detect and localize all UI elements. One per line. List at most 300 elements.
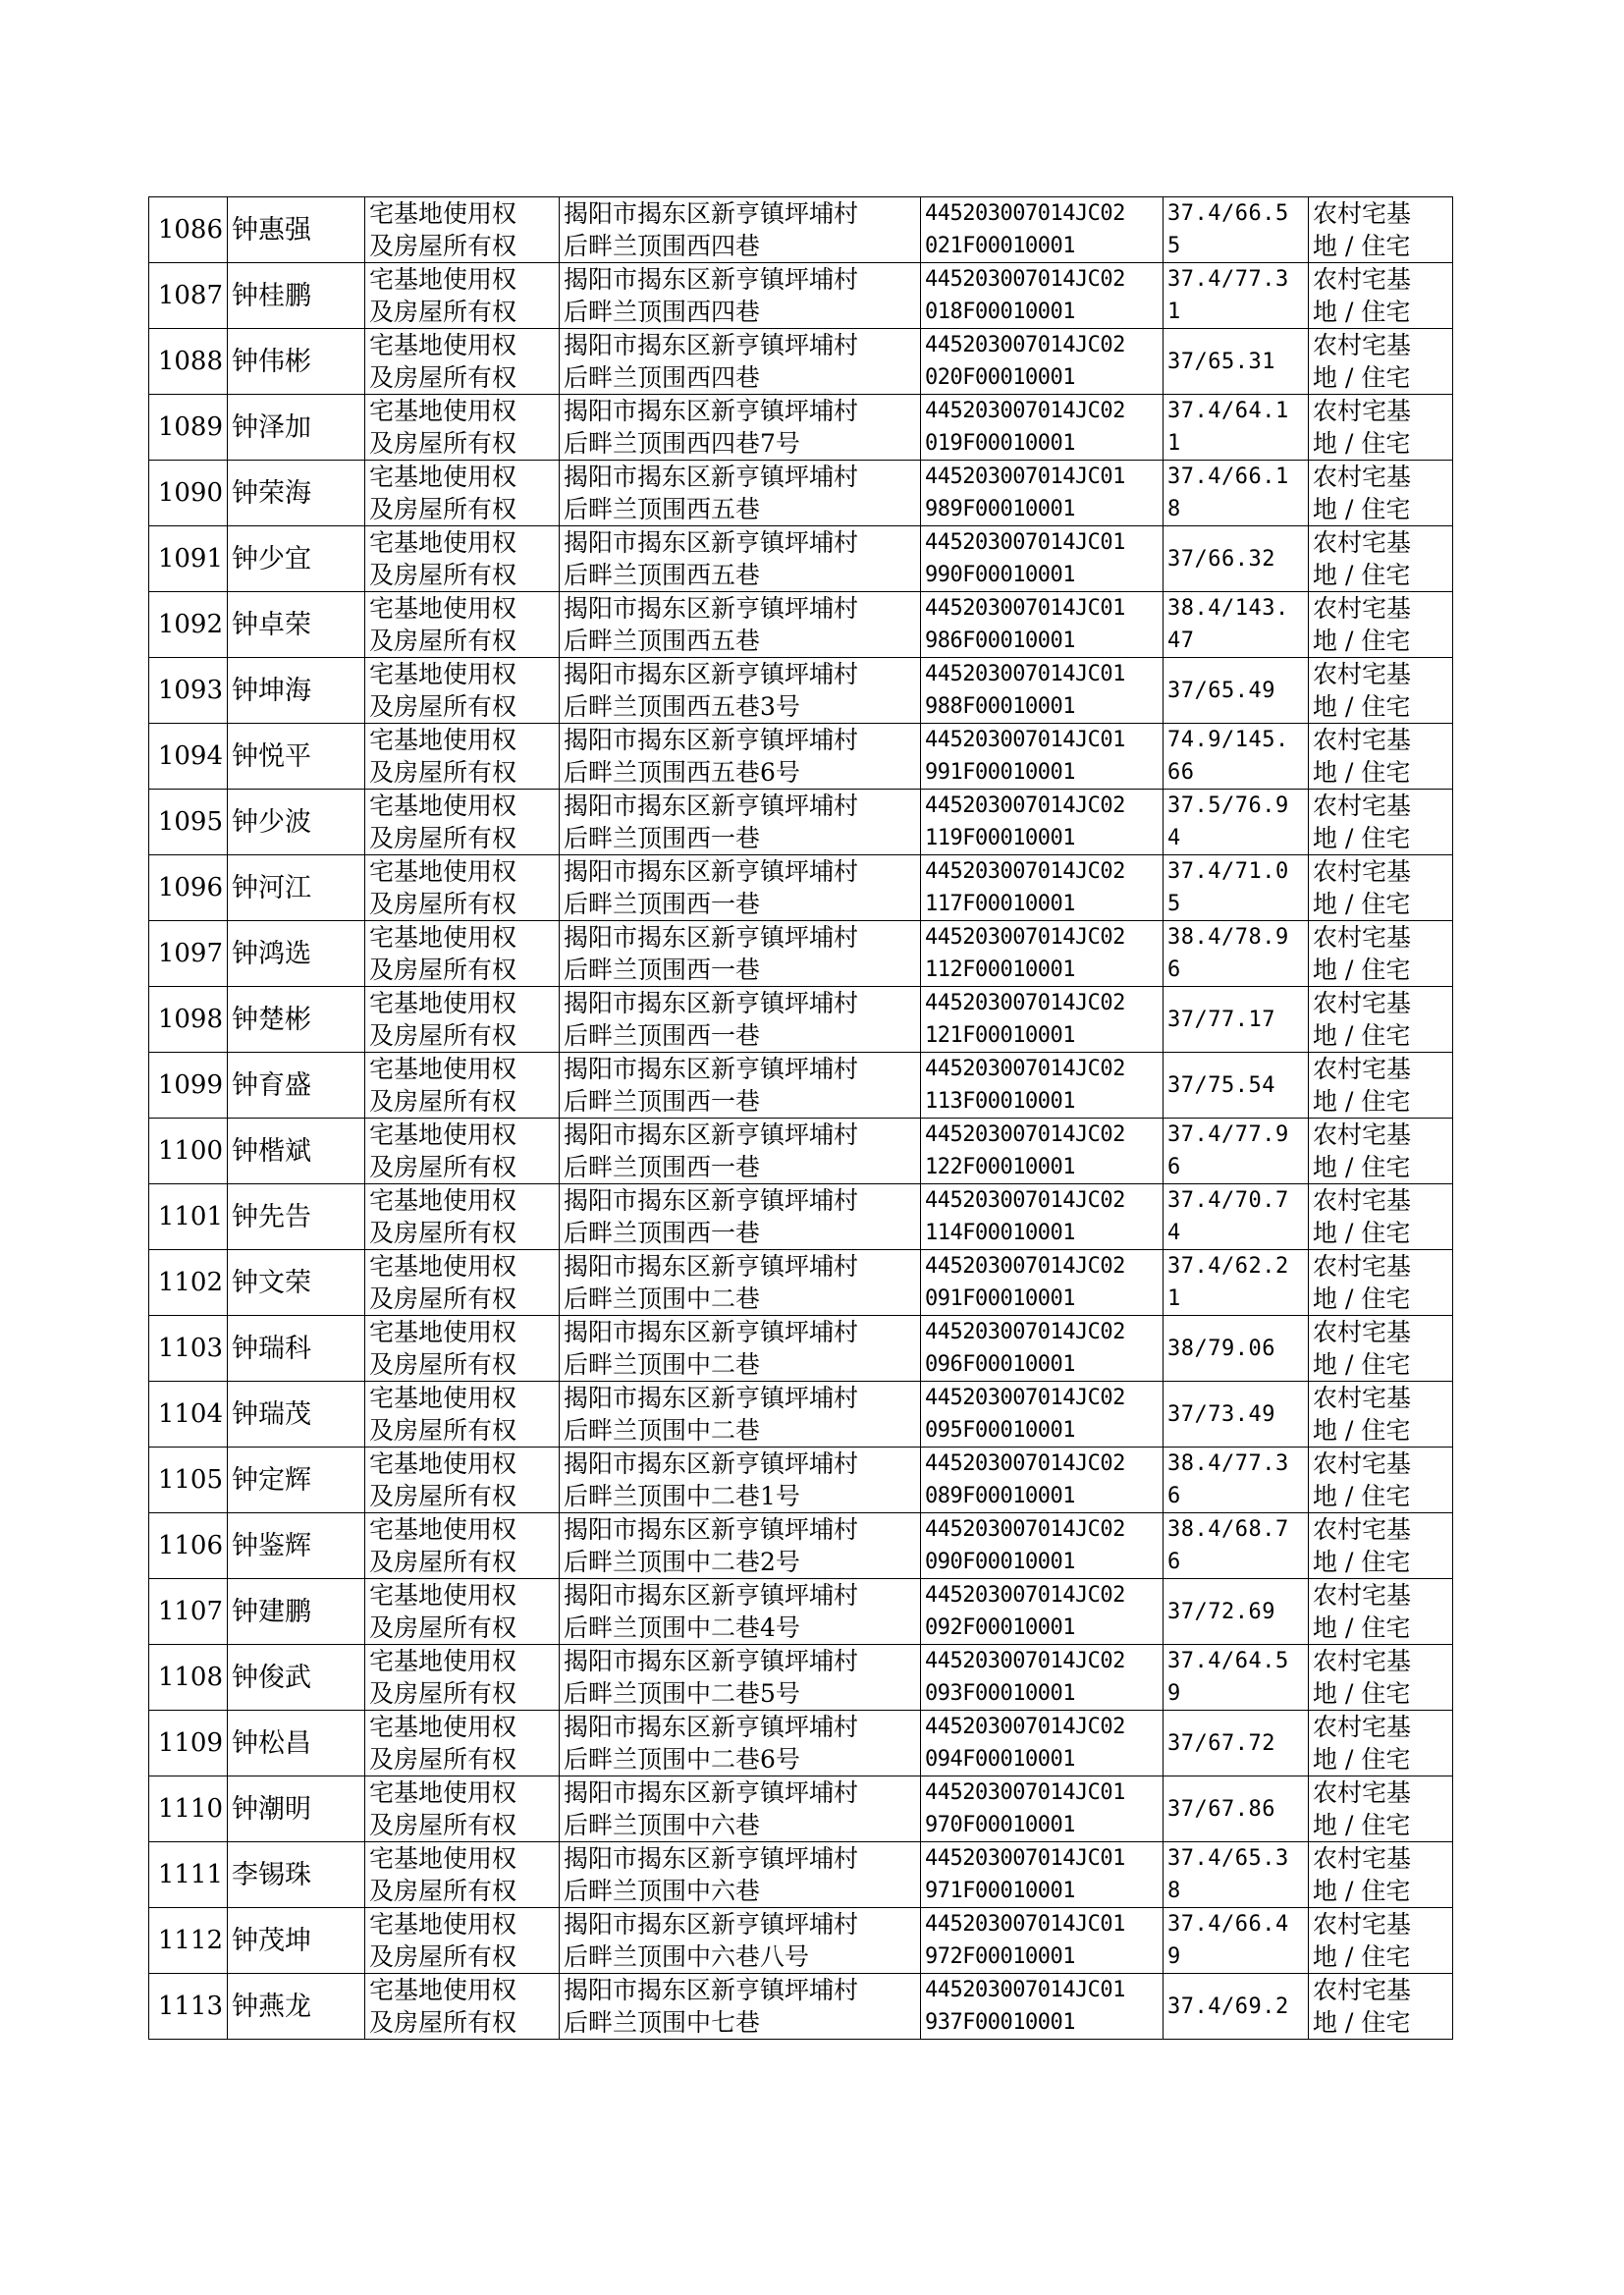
right-type-line: 宅基地使用权 xyxy=(369,1186,517,1215)
unit-code-cell xyxy=(921,1711,1164,1776)
land-usage-line: 地 / 住宅 xyxy=(1313,1284,1411,1313)
area-value-line: 38.4/143. xyxy=(1167,596,1289,621)
record-number-cell xyxy=(149,658,228,724)
owner-name-cell xyxy=(228,592,365,658)
land-usage-cell xyxy=(1309,461,1453,526)
right-type-line: 宅基地使用权 xyxy=(369,397,517,425)
area-value-line: 37/65.49 xyxy=(1167,678,1275,703)
area-value-line: 1 xyxy=(1167,300,1181,324)
right-type-line: 及房屋所有权 xyxy=(369,758,517,787)
property-location-line: 揭阳市揭东区新亨镇坪埔村 xyxy=(564,989,859,1017)
area-value-line: 5 xyxy=(1167,234,1181,258)
property-location-line: 后畔兰顶围西五巷 xyxy=(564,627,761,655)
unit-code-line: 445203007014JC02 xyxy=(925,399,1125,423)
land-usage-line: 农村宅基 xyxy=(1313,989,1412,1017)
owner-name: 钟定辉 xyxy=(232,1464,311,1496)
record-number: 1094 xyxy=(157,740,223,771)
property-location-line: 后畔兰顶围西一巷 xyxy=(564,824,761,852)
record-number-cell xyxy=(149,526,228,592)
right-type-line: 宅基地使用权 xyxy=(369,989,517,1017)
unit-code-cell xyxy=(921,1776,1164,1842)
unit-code-line: 117F00010001 xyxy=(925,892,1075,916)
area-value-line: 37.4/64.5 xyxy=(1167,1649,1289,1673)
right-type-line: 及房屋所有权 xyxy=(369,1284,517,1313)
unit-code-line: 122F00010001 xyxy=(925,1155,1075,1179)
record-number: 1112 xyxy=(157,1925,223,1955)
owner-name-cell xyxy=(228,1776,365,1842)
right-type-line: 及房屋所有权 xyxy=(369,1613,517,1642)
property-location-cell xyxy=(560,1053,921,1119)
property-location-line: 揭阳市揭东区新亨镇坪埔村 xyxy=(564,1647,859,1675)
right-type-line: 宅基地使用权 xyxy=(369,594,517,623)
right-type-line: 及房屋所有权 xyxy=(369,1811,517,1839)
area-value-cell xyxy=(1164,724,1309,790)
record-number: 1104 xyxy=(157,1398,223,1429)
land-usage-line: 地 / 住宅 xyxy=(1313,758,1411,787)
right-type-line: 宅基地使用权 xyxy=(369,660,517,688)
right-type-cell xyxy=(365,1184,560,1250)
area-value-line: 38.4/78.9 xyxy=(1167,925,1289,950)
land-usage-line: 地 / 住宅 xyxy=(1313,495,1411,523)
area-value-line: 4 xyxy=(1167,826,1181,850)
record-number: 1101 xyxy=(157,1201,223,1231)
owner-name-cell xyxy=(228,1382,365,1448)
property-location-line: 揭阳市揭东区新亨镇坪埔村 xyxy=(564,199,859,228)
area-value-line: 37.4/71.0 xyxy=(1167,859,1289,884)
unit-code-cell xyxy=(921,790,1164,855)
area-value-cell xyxy=(1164,855,1309,921)
right-type-line: 宅基地使用权 xyxy=(369,1581,517,1610)
table-row xyxy=(149,1579,1453,1645)
unit-code-line: 445203007014JC02 xyxy=(925,1583,1125,1608)
right-type-cell xyxy=(365,921,560,987)
right-type-line: 及房屋所有权 xyxy=(369,1350,517,1379)
unit-code-cell xyxy=(921,1053,1164,1119)
land-usage-cell xyxy=(1309,329,1453,395)
property-location-line: 后畔兰顶围西五巷 xyxy=(564,561,761,589)
area-value-line: 47 xyxy=(1167,628,1195,653)
land-usage-line: 农村宅基 xyxy=(1313,528,1412,557)
owner-name-cell xyxy=(228,724,365,790)
owner-name-cell xyxy=(228,1184,365,1250)
land-usage-line: 农村宅基 xyxy=(1313,331,1412,359)
land-usage-line: 农村宅基 xyxy=(1313,1055,1412,1083)
property-location-line: 后畔兰顶围西一巷 xyxy=(564,1153,761,1181)
right-type-cell xyxy=(365,1316,560,1382)
property-location-line: 后畔兰顶围西五巷3号 xyxy=(564,692,800,721)
owner-name-cell xyxy=(228,1119,365,1184)
land-usage-cell xyxy=(1309,1382,1453,1448)
property-location-line: 揭阳市揭东区新亨镇坪埔村 xyxy=(564,1910,859,1939)
table-row xyxy=(149,1842,1453,1908)
land-usage-line: 地 / 住宅 xyxy=(1313,561,1411,589)
area-value-cell xyxy=(1164,197,1309,263)
unit-code-line: 092F00010001 xyxy=(925,1615,1075,1640)
land-usage-cell xyxy=(1309,1250,1453,1316)
right-type-line: 宅基地使用权 xyxy=(369,1647,517,1675)
unit-code-line: 096F00010001 xyxy=(925,1352,1075,1377)
unit-code-line: 445203007014JC02 xyxy=(925,1517,1125,1542)
area-value-line: 37.4/66.5 xyxy=(1167,201,1289,226)
record-number-cell xyxy=(149,1448,228,1513)
right-type-line: 及房屋所有权 xyxy=(369,495,517,523)
owner-name-cell xyxy=(228,1053,365,1119)
right-type-line: 及房屋所有权 xyxy=(369,1153,517,1181)
area-value-line: 37.4/65.3 xyxy=(1167,1846,1289,1871)
area-value-cell xyxy=(1164,1513,1309,1579)
property-location-cell xyxy=(560,1908,921,1974)
property-location-line: 后畔兰顶围西五巷6号 xyxy=(564,758,800,787)
record-number-cell xyxy=(149,1908,228,1974)
record-number: 1100 xyxy=(157,1135,223,1166)
unit-code-line: 445203007014JC02 xyxy=(925,1254,1125,1279)
land-usage-line: 农村宅基 xyxy=(1313,1976,1412,2004)
area-value-line: 37.4/66.4 xyxy=(1167,1912,1289,1937)
unit-code-line: 119F00010001 xyxy=(925,826,1075,850)
table-row xyxy=(149,197,1453,263)
land-usage-line: 农村宅基 xyxy=(1313,1581,1412,1610)
owner-name-cell xyxy=(228,1316,365,1382)
property-location-line: 后畔兰顶围西五巷 xyxy=(564,495,761,523)
area-value-cell xyxy=(1164,658,1309,724)
table-row xyxy=(149,1250,1453,1316)
area-value-line: 37/77.17 xyxy=(1167,1007,1275,1032)
unit-code-line: 937F00010001 xyxy=(925,2010,1075,2035)
right-type-line: 宅基地使用权 xyxy=(369,528,517,557)
land-usage-line: 农村宅基 xyxy=(1313,1186,1412,1215)
table-row xyxy=(149,855,1453,921)
land-usage-cell xyxy=(1309,1119,1453,1184)
right-type-line: 宅基地使用权 xyxy=(369,1318,517,1346)
right-type-cell xyxy=(365,1776,560,1842)
property-location-cell xyxy=(560,461,921,526)
property-location-line: 后畔兰顶围西一巷 xyxy=(564,1219,761,1247)
area-value-cell xyxy=(1164,921,1309,987)
property-location-cell xyxy=(560,1184,921,1250)
right-type-line: 宅基地使用权 xyxy=(369,463,517,491)
record-number: 1109 xyxy=(157,1727,223,1758)
unit-code-line: 445203007014JC02 xyxy=(925,1386,1125,1410)
area-value-line: 6 xyxy=(1167,1550,1181,1574)
owner-name: 钟桂鹏 xyxy=(232,280,311,311)
unit-code-cell xyxy=(921,329,1164,395)
right-type-line: 及房屋所有权 xyxy=(369,1219,517,1247)
owner-name-cell xyxy=(228,1711,365,1776)
table-row xyxy=(149,329,1453,395)
right-type-line: 宅基地使用权 xyxy=(369,726,517,754)
right-type-cell xyxy=(365,329,560,395)
table-row xyxy=(149,1776,1453,1842)
right-type-line: 及房屋所有权 xyxy=(369,1679,517,1708)
record-number-cell xyxy=(149,1316,228,1382)
table-row xyxy=(149,1711,1453,1776)
unit-code-line: 445203007014JC01 xyxy=(925,1912,1125,1937)
table-row xyxy=(149,461,1453,526)
property-location-cell xyxy=(560,592,921,658)
land-usage-cell xyxy=(1309,1579,1453,1645)
right-type-cell xyxy=(365,855,560,921)
property-location-line: 后畔兰顶围中二巷 xyxy=(564,1350,761,1379)
area-value-line: 38.4/77.3 xyxy=(1167,1451,1289,1476)
land-usage-line: 地 / 住宅 xyxy=(1313,1942,1411,1971)
land-usage-cell xyxy=(1309,592,1453,658)
right-type-cell xyxy=(365,1842,560,1908)
unit-code-cell xyxy=(921,1645,1164,1711)
property-location-cell xyxy=(560,987,921,1053)
area-value-line: 1 xyxy=(1167,1286,1181,1311)
area-value-cell xyxy=(1164,1382,1309,1448)
land-usage-cell xyxy=(1309,987,1453,1053)
property-location-line: 揭阳市揭东区新亨镇坪埔村 xyxy=(564,1120,859,1149)
owner-name-cell xyxy=(228,395,365,461)
property-location-line: 后畔兰顶围中二巷4号 xyxy=(564,1613,800,1642)
land-usage-line: 农村宅基 xyxy=(1313,265,1412,294)
property-location-line: 揭阳市揭东区新亨镇坪埔村 xyxy=(564,1252,859,1281)
land-usage-line: 农村宅基 xyxy=(1313,1844,1412,1873)
land-usage-cell xyxy=(1309,526,1453,592)
right-type-cell xyxy=(365,1119,560,1184)
record-number: 1105 xyxy=(157,1464,223,1495)
record-number: 1110 xyxy=(157,1793,223,1824)
unit-code-line: 114F00010001 xyxy=(925,1221,1075,1245)
unit-code-cell xyxy=(921,724,1164,790)
unit-code-cell xyxy=(921,395,1164,461)
property-location-line: 揭阳市揭东区新亨镇坪埔村 xyxy=(564,660,859,688)
owner-name-cell xyxy=(228,790,365,855)
unit-code-line: 445203007014JC01 xyxy=(925,1978,1125,2002)
unit-code-line: 445203007014JC02 xyxy=(925,201,1125,226)
unit-code-line: 089F00010001 xyxy=(925,1484,1075,1508)
land-usage-line: 地 / 住宅 xyxy=(1313,1416,1411,1445)
property-location-line: 后畔兰顶围中七巷 xyxy=(564,2008,761,2037)
right-type-line: 及房屋所有权 xyxy=(369,956,517,984)
owner-name: 钟荣海 xyxy=(232,477,311,509)
land-usage-line: 地 / 住宅 xyxy=(1313,232,1411,260)
record-number: 1098 xyxy=(157,1004,223,1034)
property-location-line: 揭阳市揭东区新亨镇坪埔村 xyxy=(564,331,859,359)
land-usage-cell xyxy=(1309,1974,1453,2040)
land-usage-line: 地 / 住宅 xyxy=(1313,1877,1411,1905)
owner-name-cell xyxy=(228,1842,365,1908)
land-usage-cell xyxy=(1309,1645,1453,1711)
right-type-line: 宅基地使用权 xyxy=(369,923,517,952)
unit-code-line: 990F00010001 xyxy=(925,563,1075,587)
unit-code-line: 445203007014JC02 xyxy=(925,793,1125,818)
owner-name: 钟少宜 xyxy=(232,543,311,574)
unit-code-cell xyxy=(921,1448,1164,1513)
right-type-line: 及房屋所有权 xyxy=(369,298,517,326)
record-number: 1093 xyxy=(157,675,223,705)
owner-name: 钟茂坤 xyxy=(232,1925,311,1956)
property-location-line: 揭阳市揭东区新亨镇坪埔村 xyxy=(564,1318,859,1346)
land-usage-line: 农村宅基 xyxy=(1313,1910,1412,1939)
record-number: 1092 xyxy=(157,609,223,639)
area-value-cell xyxy=(1164,1448,1309,1513)
property-location-line: 揭阳市揭东区新亨镇坪埔村 xyxy=(564,857,859,886)
property-location-line: 后畔兰顶围中二巷 xyxy=(564,1284,761,1313)
unit-code-line: 093F00010001 xyxy=(925,1681,1075,1706)
table-row xyxy=(149,724,1453,790)
area-value-cell xyxy=(1164,1579,1309,1645)
owner-name: 钟鉴辉 xyxy=(232,1530,311,1561)
right-type-line: 宅基地使用权 xyxy=(369,1976,517,2004)
area-value-cell xyxy=(1164,1645,1309,1711)
land-usage-line: 农村宅基 xyxy=(1313,594,1412,623)
property-location-cell xyxy=(560,197,921,263)
property-location-cell xyxy=(560,329,921,395)
unit-code-cell xyxy=(921,921,1164,987)
area-value-cell xyxy=(1164,1908,1309,1974)
right-type-line: 宅基地使用权 xyxy=(369,1449,517,1478)
land-usage-line: 农村宅基 xyxy=(1313,1515,1412,1544)
property-location-line: 后畔兰顶围中二巷6号 xyxy=(564,1745,800,1774)
area-value-cell xyxy=(1164,395,1309,461)
unit-code-line: 989F00010001 xyxy=(925,497,1075,521)
owner-name: 钟河江 xyxy=(232,872,311,903)
area-value-line: 9 xyxy=(1167,1944,1181,1969)
unit-code-line: 445203007014JC02 xyxy=(925,333,1125,357)
area-value-line: 8 xyxy=(1167,497,1181,521)
right-type-cell xyxy=(365,987,560,1053)
area-value-line: 37.4/62.2 xyxy=(1167,1254,1289,1279)
property-location-line: 揭阳市揭东区新亨镇坪埔村 xyxy=(564,792,859,820)
unit-code-cell xyxy=(921,461,1164,526)
record-number-cell xyxy=(149,921,228,987)
area-value-cell xyxy=(1164,1842,1309,1908)
table-row xyxy=(149,1053,1453,1119)
record-number-cell xyxy=(149,1184,228,1250)
unit-code-line: 445203007014JC02 xyxy=(925,991,1125,1015)
unit-code-line: 971F00010001 xyxy=(925,1879,1075,1903)
unit-code-line: 445203007014JC01 xyxy=(925,530,1125,555)
property-location-line: 揭阳市揭东区新亨镇坪埔村 xyxy=(564,923,859,952)
property-location-cell xyxy=(560,658,921,724)
owner-name: 钟文荣 xyxy=(232,1267,311,1298)
right-type-cell xyxy=(365,1645,560,1711)
area-value-line: 37/73.49 xyxy=(1167,1401,1275,1427)
property-location-line: 后畔兰顶围西四巷 xyxy=(564,298,761,326)
table-row xyxy=(149,1908,1453,1974)
owner-name-cell xyxy=(228,1579,365,1645)
register-body xyxy=(149,197,1453,2040)
right-type-line: 及房屋所有权 xyxy=(369,561,517,589)
land-usage-line: 地 / 住宅 xyxy=(1313,1153,1411,1181)
unit-code-cell xyxy=(921,1382,1164,1448)
property-location-line: 揭阳市揭东区新亨镇坪埔村 xyxy=(564,1976,859,2004)
right-type-line: 及房屋所有权 xyxy=(369,363,517,392)
unit-code-line: 445203007014JC02 xyxy=(925,925,1125,950)
unit-code-line: 445203007014JC02 xyxy=(925,1451,1125,1476)
property-location-cell xyxy=(560,1974,921,2040)
table-row xyxy=(149,790,1453,855)
property-location-cell xyxy=(560,395,921,461)
unit-code-line: 445203007014JC01 xyxy=(925,662,1125,686)
property-location-cell xyxy=(560,1776,921,1842)
land-usage-line: 地 / 住宅 xyxy=(1313,1087,1411,1116)
area-value-cell xyxy=(1164,461,1309,526)
right-type-cell xyxy=(365,790,560,855)
property-location-line: 揭阳市揭东区新亨镇坪埔村 xyxy=(564,1515,859,1544)
right-type-cell xyxy=(365,197,560,263)
right-type-line: 及房屋所有权 xyxy=(369,1087,517,1116)
right-type-line: 及房屋所有权 xyxy=(369,429,517,458)
record-number-cell xyxy=(149,790,228,855)
unit-code-cell xyxy=(921,855,1164,921)
area-value-line: 37.4/77.3 xyxy=(1167,267,1289,292)
property-location-line: 后畔兰顶围西四巷7号 xyxy=(564,429,800,458)
property-location-line: 揭阳市揭东区新亨镇坪埔村 xyxy=(564,1778,859,1807)
unit-code-line: 021F00010001 xyxy=(925,234,1075,258)
owner-name-cell xyxy=(228,1974,365,2040)
land-usage-line: 地 / 住宅 xyxy=(1313,1811,1411,1839)
property-location-line: 后畔兰顶围中二巷 xyxy=(564,1416,761,1445)
land-usage-line: 农村宅基 xyxy=(1313,1318,1412,1346)
property-location-line: 后畔兰顶围中六巷 xyxy=(564,1877,761,1905)
record-number: 1087 xyxy=(157,280,223,310)
record-number-cell xyxy=(149,855,228,921)
record-number-cell xyxy=(149,1513,228,1579)
land-usage-line: 农村宅基 xyxy=(1313,1778,1412,1807)
right-type-cell xyxy=(365,1579,560,1645)
area-value-cell xyxy=(1164,987,1309,1053)
land-usage-line: 农村宅基 xyxy=(1313,1120,1412,1149)
land-usage-line: 地 / 住宅 xyxy=(1313,429,1411,458)
unit-code-cell xyxy=(921,1842,1164,1908)
property-location-cell xyxy=(560,1645,921,1711)
property-location-cell xyxy=(560,526,921,592)
area-value-cell xyxy=(1164,1711,1309,1776)
area-value-line: 37/65.31 xyxy=(1167,349,1275,374)
unit-code-cell xyxy=(921,658,1164,724)
record-number: 1096 xyxy=(157,872,223,902)
land-usage-cell xyxy=(1309,790,1453,855)
property-location-line: 后畔兰顶围西四巷 xyxy=(564,363,761,392)
land-usage-cell xyxy=(1309,855,1453,921)
property-location-line: 后畔兰顶围中二巷2号 xyxy=(564,1548,800,1576)
right-type-line: 宅基地使用权 xyxy=(369,1778,517,1807)
land-usage-line: 地 / 住宅 xyxy=(1313,363,1411,392)
owner-name-cell xyxy=(228,987,365,1053)
land-usage-line: 农村宅基 xyxy=(1313,463,1412,491)
record-number: 1113 xyxy=(157,1991,223,2021)
land-usage-line: 农村宅基 xyxy=(1313,199,1412,228)
land-usage-cell xyxy=(1309,1842,1453,1908)
property-location-cell xyxy=(560,724,921,790)
property-location-cell xyxy=(560,921,921,987)
record-number: 1090 xyxy=(157,477,223,508)
owner-name: 钟泽加 xyxy=(232,411,311,443)
unit-code-line: 020F00010001 xyxy=(925,365,1075,390)
land-usage-line: 地 / 住宅 xyxy=(1313,1219,1411,1247)
land-usage-line: 地 / 住宅 xyxy=(1313,627,1411,655)
property-location-cell xyxy=(560,1250,921,1316)
area-value-line: 37/67.86 xyxy=(1167,1796,1275,1822)
area-value-cell xyxy=(1164,1119,1309,1184)
owner-name-cell xyxy=(228,855,365,921)
table-row xyxy=(149,1119,1453,1184)
right-type-line: 宅基地使用权 xyxy=(369,792,517,820)
property-location-line: 后畔兰顶围中六巷八号 xyxy=(564,1942,810,1971)
owner-name-cell xyxy=(228,263,365,329)
right-type-line: 及房屋所有权 xyxy=(369,2008,517,2037)
land-usage-cell xyxy=(1309,724,1453,790)
area-value-line: 37/67.72 xyxy=(1167,1730,1275,1756)
owner-name-cell xyxy=(228,197,365,263)
land-usage-line: 农村宅基 xyxy=(1313,397,1412,425)
area-value-line: 6 xyxy=(1167,957,1181,982)
land-usage-line: 农村宅基 xyxy=(1313,857,1412,886)
unit-code-line: 090F00010001 xyxy=(925,1550,1075,1574)
